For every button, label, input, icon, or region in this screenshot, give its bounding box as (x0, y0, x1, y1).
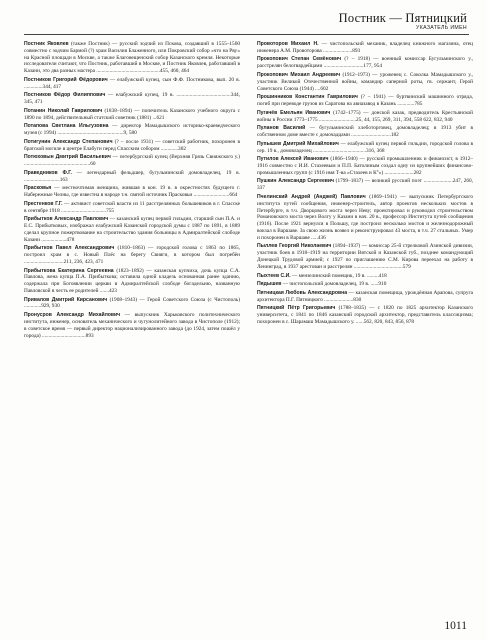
entry-text: — елабужский купец, сын Ф.Ф. Постникова, вып. 20 в. ..............344, 417 (24, 76, 240, 90)
index-entry (257, 273, 473, 280)
entry-name: Постник Яковлев (24, 41, 69, 47)
entry-name: Прибытков Александр Павлович (24, 216, 109, 223)
entry-name: Престенков Г.Г. (24, 200, 63, 207)
entry-name: Пчелинский Андрей (Анджей) Павлович (257, 193, 366, 200)
entry-name: Прокопович Михаил Андреевич (257, 71, 341, 78)
index-entry (24, 92, 240, 106)
entry-name: Пядышев (257, 281, 282, 288)
entry-text: — казанский купец первой гильдии, старший сын П.А. и Е.С. Прибытковых, изображал елабужский Казанской городской думы с 1887 по 1891, в 1889 сделал крупное пожертвование на строительство здания больницы в Адмиралтейской слободе Казани ...................478 (24, 216, 240, 243)
running-header (24, 12, 469, 35)
index-entry (257, 156, 473, 176)
right-column (257, 41, 473, 328)
entry-name: Потюховын Дмитрий Васильевич (24, 154, 111, 161)
index-entry (257, 41, 473, 55)
index-entry (24, 268, 240, 295)
entry-text: (1866–1940) — русский промышленник и финансист, в 1912–1916 совместно с И.И. Стахеевым и П.П. Батолиным создал одну из крупнейших финансово-промышленных групп (с 1916 имя Т-ва «Стахеев и К°») ......................282 (257, 156, 473, 176)
index-entry (24, 154, 240, 168)
entry-name: Прибытков Павел Александрович (24, 245, 115, 252)
entry-text: — чистопольский механик, владелец книжного магазина, отец инженера А.М. Провоторова ......................893 (257, 41, 473, 54)
index-entry (24, 245, 240, 265)
entry-text: (1869–1941) — выпускник Петербургского института путей сообщения, инженер-строитель, автор проектов нескольких мостов в Петербурге, в т.ч. Дворцового моста через Неву; проектировал и руководил строительством Романовского моста через Волгу у Казани в нач. 20 в., профессор Института путей сообщения (1916). После 1921 вернулся в Польшу, где построил несколько мостов и железнодорожный вокзал в Варшаве. За свою жизнь возвел и реконструировал 43 моста, в т.ч. 27 стальных. Умер и похоронен в Варшаве .....436 (257, 193, 473, 241)
entry-text: — чистопольский домовладелец, 19 в. ......910 (281, 281, 387, 288)
entry-text: — легендарный фельдшер, бугульминский домовладелец, 19 в. ...........................163 (24, 169, 240, 183)
entry-text: (1838–1894) — попечитель Казанского учебного округа с 1890 по 1894, действительный статский советник (1881) ...621 (24, 107, 240, 121)
header-title: Постник — Пятницкий (338, 11, 467, 25)
index-entry (24, 312, 240, 339)
entry-name: Прошинников Константин Гаврилович (257, 94, 358, 101)
entry-text: — активист советской власти из 11 расстрелянных большевиков в г. Спасске в сентябре 1918 ..................................755 (24, 200, 240, 214)
index-entry (257, 110, 473, 124)
index-entry (24, 41, 240, 75)
index-entry (257, 290, 473, 304)
entry-name: Прасковья (24, 185, 52, 192)
entry-text: (1823–1892) — казанская купчиха, дочь купца С.А. Павлова, жена купца П.А. Прибыткова; оставила одной кладезь основанная ранее зданию, содержала при Богоявлении церкви в Адмиралтейской слободе богадельню, названную Павловской в честь ее родителей .......423 (24, 267, 240, 294)
index-entry (257, 178, 473, 192)
entry-text: (1788–1835) — с 1820 по 1825 архитектор Казанского университета, с 1841 по 1846 казанский городской архитектор, представитель классицизма; похоронен в с. Шарамаш Мамадышского у. ......562, 820, 843, 856, 878 (257, 305, 473, 325)
index-entry (257, 141, 473, 155)
index-entry (257, 125, 473, 139)
index-entry (257, 56, 473, 70)
entry-text: (1912–1973) — уроженец с. Соколка Мамадышского у., участник Великой Отечественной войны, командир саперной роты, гв. сержант, Герой Советского Союза (1944) ....602 (257, 71, 473, 92)
entry-name: Пятницкая Любовь Александровна (257, 289, 348, 296)
entry-name: Привалов Дмитрий Кирсанович (24, 296, 108, 303)
entry-name: Пыллев Георгий Николаевич (257, 243, 332, 250)
entry-name: Потанин Николай Гаврилович (24, 107, 103, 114)
index-entry (24, 216, 240, 243)
header-subtitle: УКАЗАТЕЛЬ ИМЕН (416, 25, 467, 31)
entry-text: (1810–1863) — городской голова с 1863 по 1865, построил храм в с. Новый Плёс на берегу Свияги, в котором был погребён ..............................211, 236, 423, 471 (24, 245, 240, 265)
entry-text: — мензелинский помещик, 19 в. .........418 (290, 272, 387, 279)
index-entry (257, 194, 473, 242)
entry-name: Провоторов Михаил Н. (257, 41, 319, 47)
entry-text: (1894–1937) — комиссар 25-й стрелковой Азинской дивизии, участник боев в 1918–1919 на территории Вятской и Казанской губ., позднее командующий Донецкой Трудовой армией; с 1927 по приглашению С.М. Кирова переехал на работу в Ленинград, в 1937 арестован и расстрелян .....................................579 (257, 243, 473, 270)
entry-name: Пыхтеев С.И. (257, 272, 291, 279)
entry-text: — елабужский купец первой гильдии, городской голова в сер. 19 в., домовладелец ........................................316, 368 (257, 140, 474, 154)
index-entry (24, 123, 240, 137)
entry-text: — местночтимая женщина, жившая в кон. 19 в. в окрестностях будущего г. Набережные Челны, где известна в народе т.н. святой источник Прасковьи ...........................664 (24, 185, 240, 199)
index-entry (257, 305, 473, 325)
entry-name: Потигунин Александр Степанович (24, 138, 113, 145)
index-entry (24, 185, 240, 199)
index-entry (24, 77, 240, 91)
entry-name: Пуланов Василий (257, 125, 306, 132)
entry-text: — елабужский купец, 19 в. .........................................344, 345, 471 (24, 92, 240, 106)
entry-name: Пупышев Дмитрий Михайлович (257, 140, 339, 147)
index-entry (257, 94, 473, 108)
entry-text: (1799–1837) — великий русский поэт ......................247, 260, 337 (257, 178, 473, 192)
entry-text: (1742–1775) — донской казак, предводитель Крестьянской войны в России 1773–1775 ............................25, 44, 155, 269, 311, 394, 558 622, 832, 940 (257, 109, 473, 123)
entry-name: Прибыткова Екатерина Сергеевна (24, 267, 114, 274)
entry-name: Пугачёв Емельян Иванович (257, 109, 331, 116)
index-entry (24, 170, 240, 184)
index-entry (24, 297, 240, 311)
entry-name: Постников Григорий Фёдорович (24, 76, 108, 83)
index-entry (24, 139, 240, 153)
entry-name: Прокопович Степан Семёнович (257, 56, 342, 63)
entry-name: Путилов Алексей Иванович (257, 156, 329, 163)
index-entry (257, 281, 473, 288)
entry-text: (также Постник) — русский зодчий из Пскова, создавший в 1555–1560 совместно с зодчим Бармой (?) храм Василия Блаженного, или Покровский собор «что на Рву» на Красной площади в Москве, а также Благовещенский собор Казанского кремля. Некоторые исследователи считают, что Постник, работавший в Москве, и Постник Яковлев, работавший в Казани, это два разных мастера ................................................455, 460, 464 (24, 41, 240, 75)
entry-text: — выпускник Харьковского политехнического института, инженер, основатель механического и чугунолитейного завода в Чистополе (1912); в советское время — первый директор национализированного завода (до 1924, затем пошёл у города) .................................893 (24, 312, 241, 339)
entry-text: — казанская помещица, урождённая Арапова, супруга архитектора П.Г. Пятницкого ......................830 (257, 289, 474, 303)
entry-name: Пушкин Александр Сергеевич (257, 178, 334, 185)
entry-name: Праведников Ф.Г. (24, 169, 72, 176)
entry-text: (? – 1918) — военный комиссар Бугульминского у., расстрелян белогвардейцами ..............................177, 954 (257, 56, 473, 70)
index-entry (24, 201, 240, 215)
entry-text: — петербургский купец (Верхняя Грязь Свияжского у.) ..................................................60 (24, 154, 240, 168)
entry-name: Пятницкий Пётр Григорьевич (257, 305, 336, 312)
index-entry (257, 243, 473, 270)
entry-text: (? – после 1931) — советский работник, похоронен в братской могиле в центре Елабуги перед Спасским собором .............302 (24, 138, 240, 152)
index-entry (257, 72, 473, 92)
entry-name: Потапова Светлана Ильгузовна (24, 123, 109, 130)
index-entry (24, 108, 240, 122)
entry-text: (1908–1943) — Герой Советского Союза (с Чистополь) .............929, 930 (24, 296, 240, 310)
entry-text: (? – 1941) — буртвинский машинного отряда, погиб при переводе грузов из Саратова на авиазавод в Казань .............785 (257, 94, 473, 108)
entry-name: Пронусров Александр Михайлович (24, 312, 121, 319)
left-column (24, 41, 240, 341)
entry-name: Постников Фёдор Филиппович (24, 92, 106, 99)
entry-text: — бугульминский хлеботорговец, домовладелец; в 1913 убит в собственном доме вместе с домочадцами ..............................182 (257, 125, 473, 139)
entry-text: — директор Мамадышского историко-краеведческого музея (с 1994) ..................................................9, 580 (24, 123, 240, 137)
page-number: 1011 (444, 620, 467, 632)
